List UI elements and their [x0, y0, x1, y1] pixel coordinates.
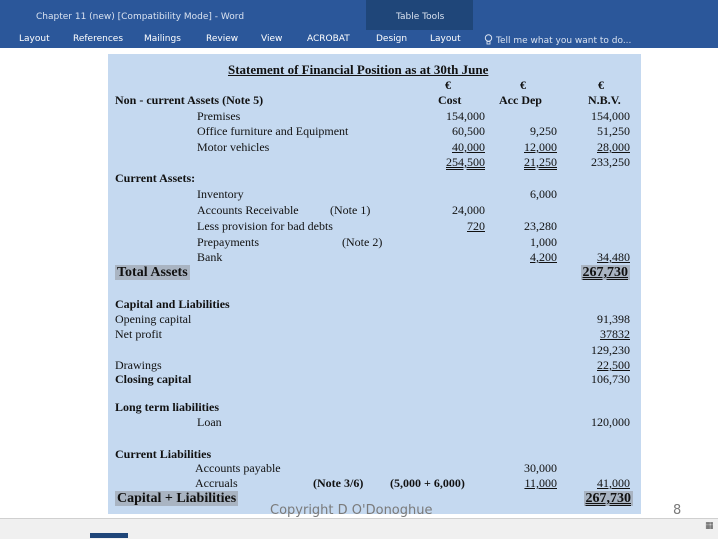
accruals-note: (Note 3/6) [313, 476, 364, 490]
tab-view[interactable]: View [261, 34, 283, 44]
tell-me-box[interactable] [484, 34, 631, 46]
non-current-heading: Non - current Assets (Note 5) [115, 93, 264, 107]
drawings-label: Drawings [115, 358, 162, 372]
inventory-value: 6,000 [530, 187, 557, 201]
nbv-cell: 51,250 [597, 124, 630, 138]
statement-title: Statement of Financial Position as at 30th June [228, 62, 489, 77]
cost-cell: 154,000 [446, 109, 485, 123]
tab-acrobat[interactable]: ACROBAT [307, 34, 350, 44]
prepayments-value: 1,000 [530, 235, 557, 249]
total-assets-value [555, 266, 630, 280]
payable-label: Accounts payable [195, 461, 281, 475]
tab-layout[interactable]: Layout [19, 34, 50, 44]
accruals-label: Accruals [195, 476, 238, 490]
total-assets-amount: 267,730 [582, 265, 628, 280]
closing-capital-label: Closing capital [115, 372, 192, 386]
nbv-cell: 154,000 [591, 109, 630, 123]
total-assets-label [115, 266, 190, 280]
provision-label: Less provision for bad debts [197, 219, 333, 233]
tab-table-design[interactable]: Design [376, 34, 408, 44]
closing-capital-value: 106,730 [591, 372, 630, 386]
dep-total: 21,250 [524, 155, 557, 169]
net-profit-label: Net profit [115, 327, 162, 341]
page-number: 8 [673, 503, 682, 518]
dep-cell: 12,000 [524, 140, 557, 154]
column-nbv: N.B.V. [588, 93, 621, 107]
tab-mailings[interactable]: Mailings [144, 34, 181, 44]
long-term-heading: Long term liabilities [115, 400, 219, 414]
dep-cell: 9,250 [530, 124, 557, 138]
total-capital-value [558, 492, 633, 506]
receivable-label: Accounts Receivable [197, 203, 299, 217]
current-liabilities-heading: Current Liabilities [115, 447, 212, 461]
current-liabilities-total: 41,000 [597, 476, 630, 490]
financial-statement-table[interactable] [108, 54, 641, 514]
opening-capital-label: Opening capital [115, 312, 192, 326]
bank-label: Bank [197, 250, 223, 264]
net-receivable-value: 23,280 [524, 219, 557, 233]
copyright-footer: Copyright D O'Donoghue [270, 503, 433, 518]
net-profit-value: 37832 [600, 327, 630, 341]
tell-me-text: Tell me what you want to do... [496, 36, 632, 46]
cost-total: 254,500 [446, 155, 485, 169]
inventory-label: Inventory [197, 187, 244, 201]
prepayments-label: Prepayments [197, 235, 259, 249]
tab-review[interactable]: Review [206, 34, 239, 44]
opening-capital-value: 91,398 [597, 312, 630, 326]
receivable-note: (Note 1) [330, 203, 371, 217]
status-accent-bar [90, 533, 128, 538]
cost-cell: 60,500 [452, 124, 485, 138]
nbv-total: 233,250 [591, 155, 630, 169]
receivable-value: 24,000 [452, 203, 485, 217]
loan-label: Loan [197, 415, 222, 429]
bank-value: 4,200 [530, 250, 557, 264]
tab-references[interactable]: References [73, 34, 124, 44]
window-title: Chapter 11 (new) [Compatibility Mode] - Word [36, 12, 245, 22]
column-acc-dep: Acc Dep [499, 93, 542, 107]
prepayments-note: (Note 2) [342, 235, 383, 249]
total-capital-label [115, 492, 238, 506]
row-label: Motor vehicles [197, 140, 270, 154]
cost-cell: 40,000 [452, 140, 485, 154]
lightbulb-icon [484, 34, 493, 45]
payable-value: 30,000 [524, 461, 557, 475]
row-label: Premises [197, 109, 241, 123]
total-capital-amount: 267,730 [585, 491, 631, 506]
column-cost: Cost [438, 93, 462, 107]
provision-value: 720 [467, 219, 485, 233]
view-mode-icon[interactable]: ▦ [705, 521, 714, 531]
currency-dep: € [520, 78, 526, 92]
capital-subtotal: 129,230 [591, 343, 630, 357]
table-tools-label: Table Tools [396, 12, 445, 22]
total-capital-text: Capital + Liabilities [117, 491, 237, 506]
capital-heading: Capital and Liabilities [115, 297, 230, 311]
accruals-calc: (5,000 + 6,000) [390, 476, 465, 490]
total-assets-text: Total Assets [117, 265, 188, 280]
row-label: Office furniture and Equipment [197, 124, 349, 138]
nbv-cell: 28,000 [597, 140, 630, 154]
current-assets-total: 34,480 [597, 250, 630, 264]
tab-table-layout[interactable]: Layout [430, 34, 461, 44]
accruals-value: 11,000 [524, 476, 557, 490]
loan-value: 120,000 [591, 415, 630, 429]
currency-nbv: € [598, 78, 604, 92]
drawings-value: 22,500 [597, 358, 630, 372]
currency-cost: € [445, 78, 451, 92]
current-assets-heading: Current Assets: [115, 171, 196, 185]
